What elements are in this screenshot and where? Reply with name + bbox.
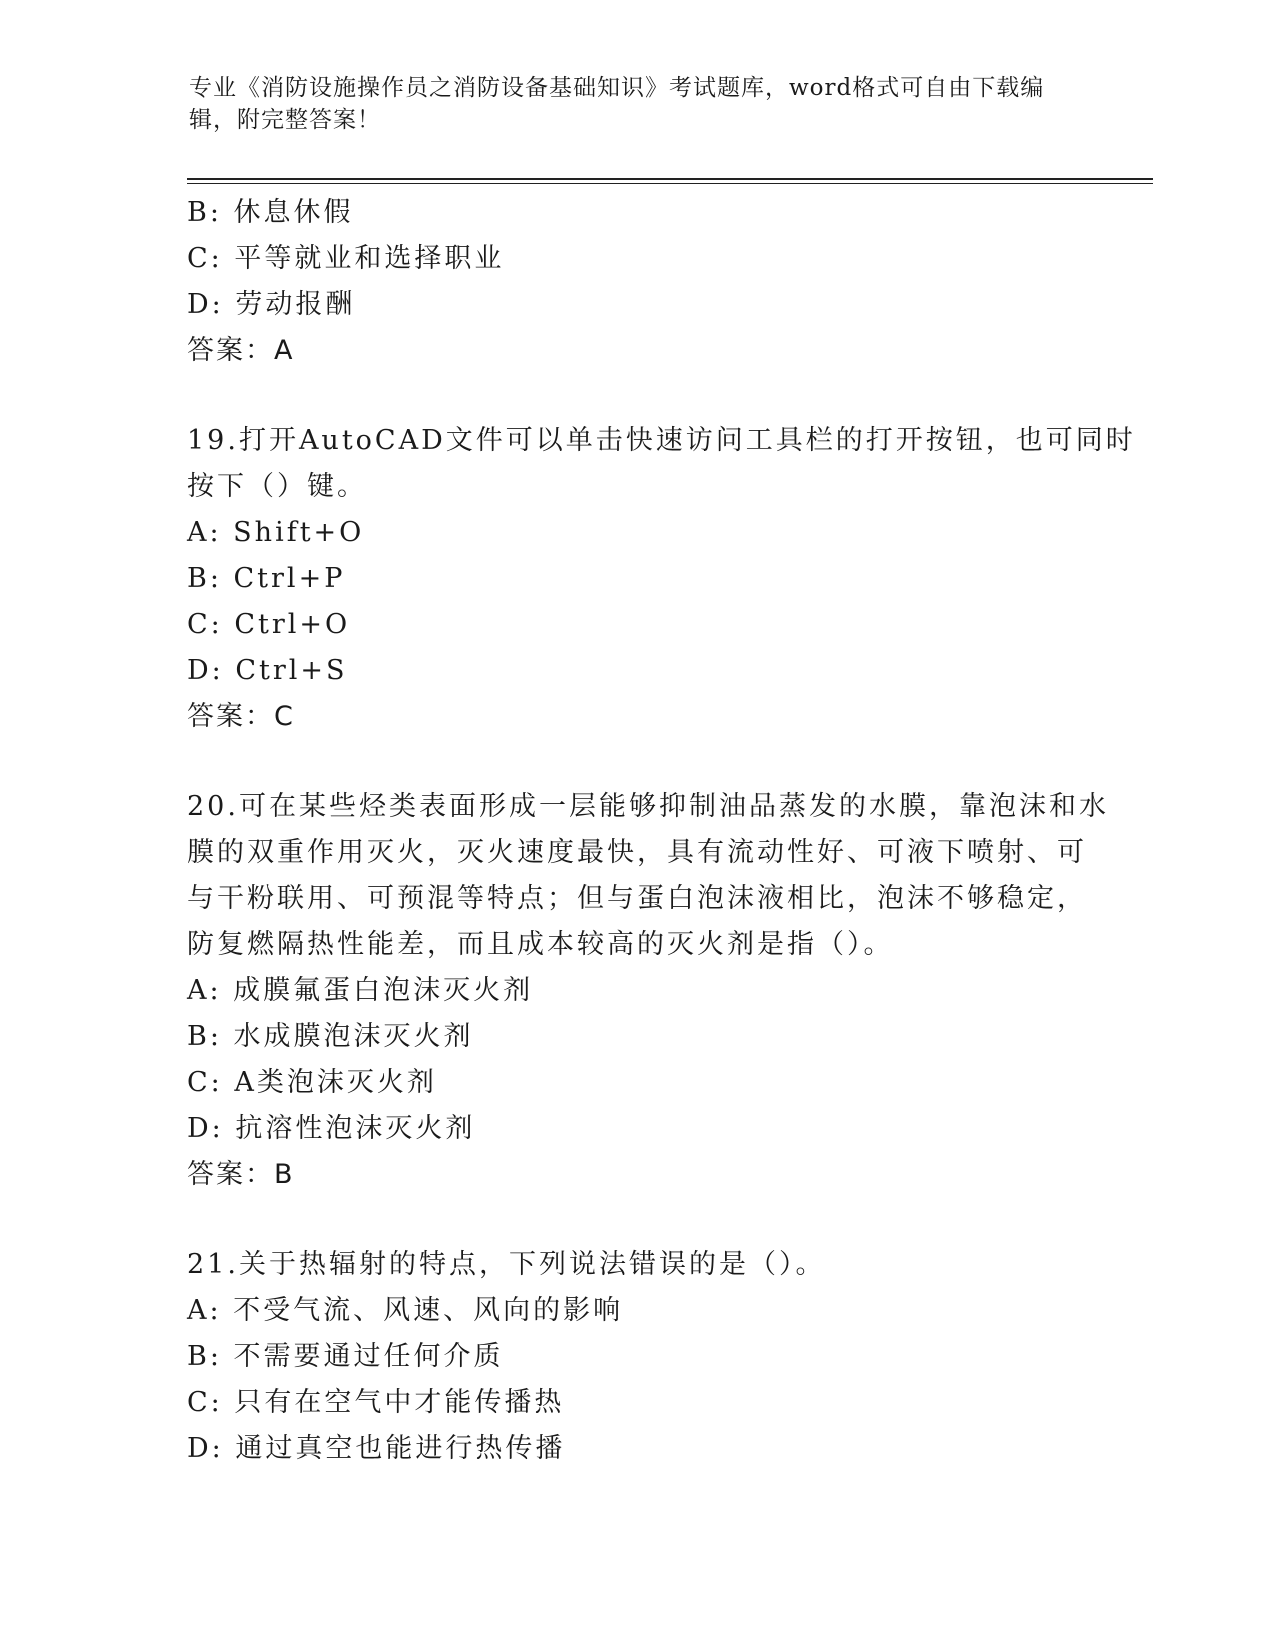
header-line-1: 专业《消防设施操作员之消防设备基础知识》考试题库，word格式可自由下载编 [189, 75, 1045, 101]
answer-line: 答案：B [187, 1159, 295, 1190]
header-rule-thick [187, 178, 1153, 180]
question-content [187, 190, 1136, 1472]
option-b: B: 休息休假 [187, 197, 354, 228]
page-header [189, 72, 1069, 136]
header-rule-thin [187, 183, 1153, 184]
question-gap [187, 1198, 1087, 1242]
question-stem: 19.打开AutoCAD文件可以单击快速访问工具栏的打开按钮，也可同时 [187, 425, 1136, 456]
option-b: B: Ctrl+P [187, 563, 346, 594]
question-stem: 20.可在某些烃类表面形成一层能够抑制油品蒸发的水膜，靠泡沫和水 [187, 791, 1109, 822]
answer-line: 答案：C [187, 701, 295, 732]
question-gap [187, 374, 1087, 418]
answer-line: 答案：A [187, 335, 295, 366]
option-b: B: 不需要通过任何介质 [187, 1341, 504, 1372]
option-d: D: 劳动报酬 [187, 289, 356, 320]
question-stem: 21.关于热辐射的特点，下列说法错误的是（）。 [187, 1249, 826, 1280]
option-d: D: Ctrl+S [187, 655, 348, 686]
question-stem: 膜的双重作用灭火，灭火速度最快，具有流动性好、可液下喷射、可 [187, 837, 1087, 868]
option-b: B: 水成膜泡沫灭火剂 [187, 1021, 474, 1052]
option-c: C: A类泡沫灭火剂 [187, 1067, 437, 1098]
question-gap [187, 740, 1087, 784]
option-d: D: 通过真空也能进行热传播 [187, 1433, 566, 1464]
option-a: A: 成膜氟蛋白泡沫灭火剂 [187, 975, 534, 1006]
question-stem: 与干粉联用、可预混等特点；但与蛋白泡沫液相比，泡沫不够稳定， [187, 883, 1087, 914]
question-21 [187, 1242, 1087, 1472]
question-18 [187, 190, 1087, 374]
header-line-2: 辑，附完整答案！ [189, 107, 381, 133]
option-a: A: 不受气流、风速、风向的影响 [187, 1295, 624, 1326]
question-stem: 防复燃隔热性能差，而且成本较高的灭火剂是指（）。 [187, 929, 894, 960]
option-c: C: 只有在空气中才能传播热 [187, 1387, 565, 1418]
question-stem: 按下（）键。 [187, 471, 367, 502]
option-d: D: 抗溶性泡沫灭火剂 [187, 1113, 476, 1144]
question-19 [187, 418, 1136, 740]
option-a: A: Shift+O [187, 517, 365, 548]
question-20 [187, 784, 1109, 1198]
option-c: C: 平等就业和选择职业 [187, 243, 505, 274]
option-c: C: Ctrl+O [187, 609, 351, 640]
